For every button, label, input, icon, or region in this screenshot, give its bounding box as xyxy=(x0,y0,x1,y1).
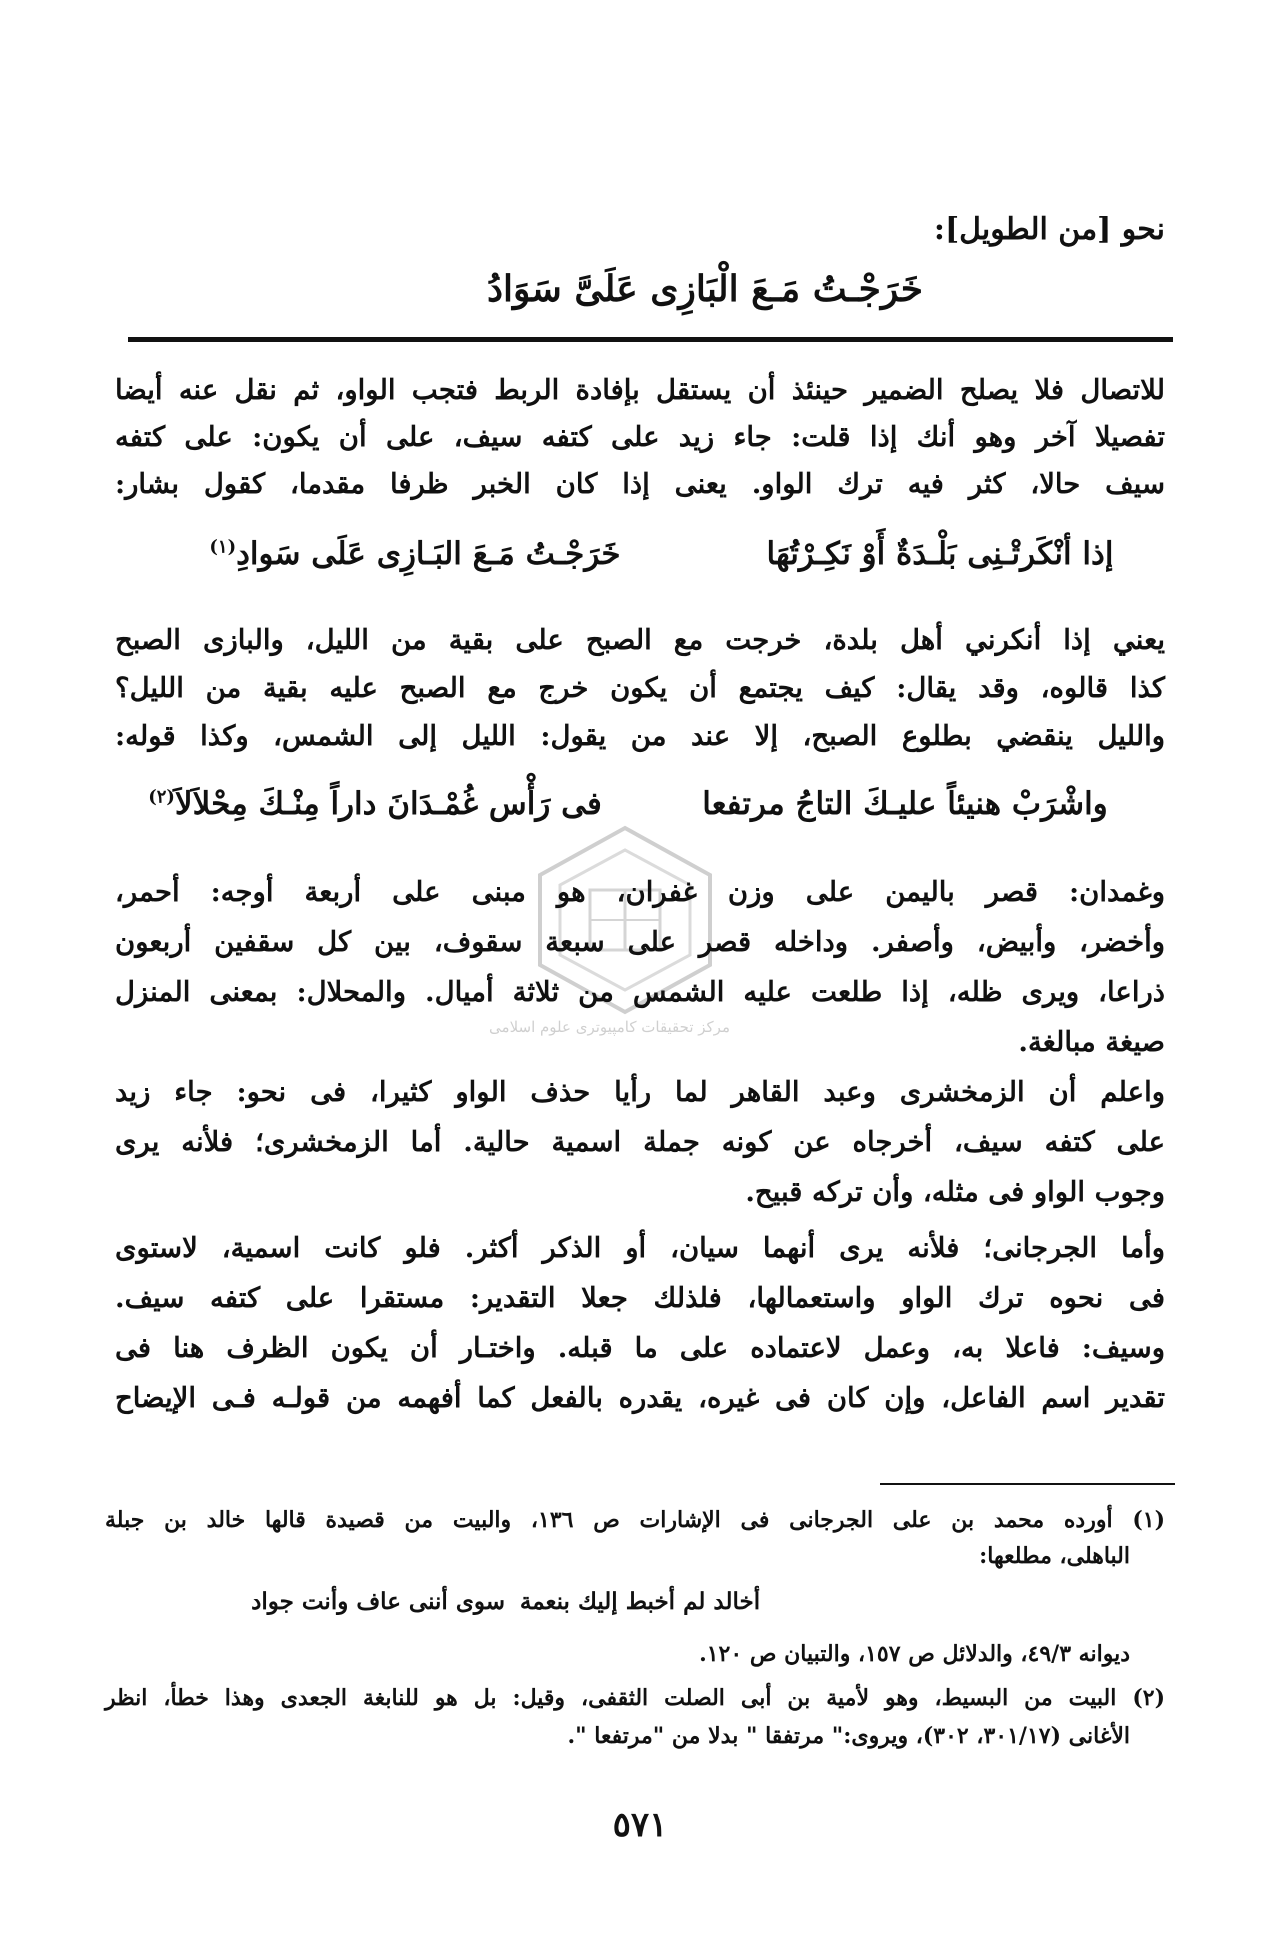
body-line: وسيف: فاعلا به، وعمل لاعتماده على ما قبله. واختـار أن يكون الظرف هنا فى xyxy=(115,1332,1165,1364)
body-line: صيغة مبالغة. xyxy=(1018,1026,1165,1058)
body-line: كذا قالوه، وقد يقال: كيف يجتمع أن يكون خرج مع الصبح عليه بقية من الليل؟ xyxy=(115,672,1165,704)
footnote-2-line: الأغانى (٣٠١/١٧، ٣٠٢)، ويروى:" مرتفقا " بدلا من "مرتفعا ". xyxy=(567,1723,1130,1749)
example-verse: خَرَجْـتُ مَـعَ الْبَازِى عَلَىَّ سَوَادُ xyxy=(487,268,923,310)
watermark-text: مرکز تحقیقات کامپیوتری علوم اسلامی xyxy=(489,1018,730,1036)
body-line: تقدير اسم الفاعل، وإن كان فى غيره، يقدره بالفعل كما أفهمه من قولـه فـى الإيضاح xyxy=(115,1382,1165,1414)
verse-hemistich-second-wrap xyxy=(135,536,695,572)
body-line: يعني إذا أنكرني أهل بلدة، خرجت مع الصبح على بقية من الليل، والبازى الصبح xyxy=(115,624,1165,656)
body-line: وأخضر، وأبيض، وأصفر. وداخله قصر على سبعة سقوف، بين كل سقفين أربعون xyxy=(115,926,1165,958)
footnote-divider xyxy=(880,1483,1175,1485)
body-line: وجوب الواو فى مثله، وأن تركه قبيح. xyxy=(745,1176,1165,1208)
footnote-1-line: ديوانه ٤٩/٣، والدلائل ص ١٥٧، والتبيان ص ١٢٠. xyxy=(699,1641,1130,1667)
body-line: على كتفه سيف، أخرجاه عن كونه جملة اسمية حالية. أما الزمخشرى؛ فلأنه يرى xyxy=(115,1126,1165,1158)
footnote-verse-first: أخالد لم أخبط إليك بنعمة xyxy=(519,1588,761,1615)
body-line: ذراعا، ويرى ظله، إذا طلعت عليه الشمس من ثلاثة أميال. والمحلال: بمعنى المنزل xyxy=(115,976,1165,1008)
footnote-verse-second: سوى أننى عاف وأنت جواد xyxy=(251,1588,505,1615)
verse-hemistich-first: واشْرَبْ هنيئاً عليـكَ التاجُ مرتفعا xyxy=(702,786,1108,822)
verse-hemistich-second: خَرَجْـتُ مَـعَ البَـازِى عَلَى سَوادِ xyxy=(236,536,621,572)
footnote-marker: (٢) xyxy=(148,786,175,808)
body-line: والليل ينقضي بطلوع الصبح، إلا عند من يقول: الليل إلى الشمس، وكذا قوله: xyxy=(115,720,1165,752)
footnote-1-line: الباهلى، مطلعها: xyxy=(979,1543,1130,1569)
body-line: للاتصال فلا يصلح الضمير حينئذ أن يستقل بإفادة الربط فتجب الواو، ثم نقل عنه أيضا xyxy=(115,374,1165,406)
body-line: تفصيلا آخر وهو أنك إذا قلت: جاء زيد على كتفه سيف، على أن يكون: على كتفه xyxy=(115,421,1165,453)
verse-hemistich-second: فى رَأْس غُمْـدَانَ داراً مِنْـكَ مِحْلاَلاَ xyxy=(174,786,602,822)
header-divider xyxy=(128,337,1173,342)
footnote-1-line: (١) أورده محمد بن على الجرجانى فى الإشارات ص ١٣٦، والبيت من قصيدة قالها خالد بن جبلة xyxy=(105,1507,1165,1533)
page-number: ٥٧١ xyxy=(612,1805,668,1845)
example-label: نحو [من الطويل]: xyxy=(933,212,1165,247)
body-line: سيف حالا، كثر فيه ترك الواو. يعنى إذا كان الخبر ظرفا مقدما، كقول بشار: xyxy=(115,468,1165,500)
footnote-2-line: (٢) البيت من البسيط، وهو لأمية بن أبى الصلت الثقفى، وقيل: بل هو للنابغة الجعدى وهذا خطأ، انظر xyxy=(105,1685,1165,1711)
body-line: وأما الجرجانى؛ فلأنه يرى أنهما سيان، أو الذكر أكثر. فلو كانت اسمية، لاستوى xyxy=(115,1232,1165,1264)
body-line: واعلم أن الزمخشرى وعبد القاهر لما رأيا حذف الواو كثيرا، فى نحو: جاء زيد xyxy=(115,1076,1165,1108)
verse-hemistich-second-wrap xyxy=(115,786,635,822)
verse-hemistich-first: إذا أنْكَرتْـنِى بَلْـدَةٌ أَوْ نَكِـرْتُهَا xyxy=(766,536,1114,572)
body-line: فى نحوه ترك الواو واستعمالها، فلذلك جعلا التقدير: مستقرا على كتفه سيف. xyxy=(115,1282,1165,1314)
body-line: وغمدان: قصر باليمن على وزن غفران، هو مبنى على أربعة أوجه: أحمر، xyxy=(115,876,1165,908)
footnote-marker: (١) xyxy=(209,536,237,558)
